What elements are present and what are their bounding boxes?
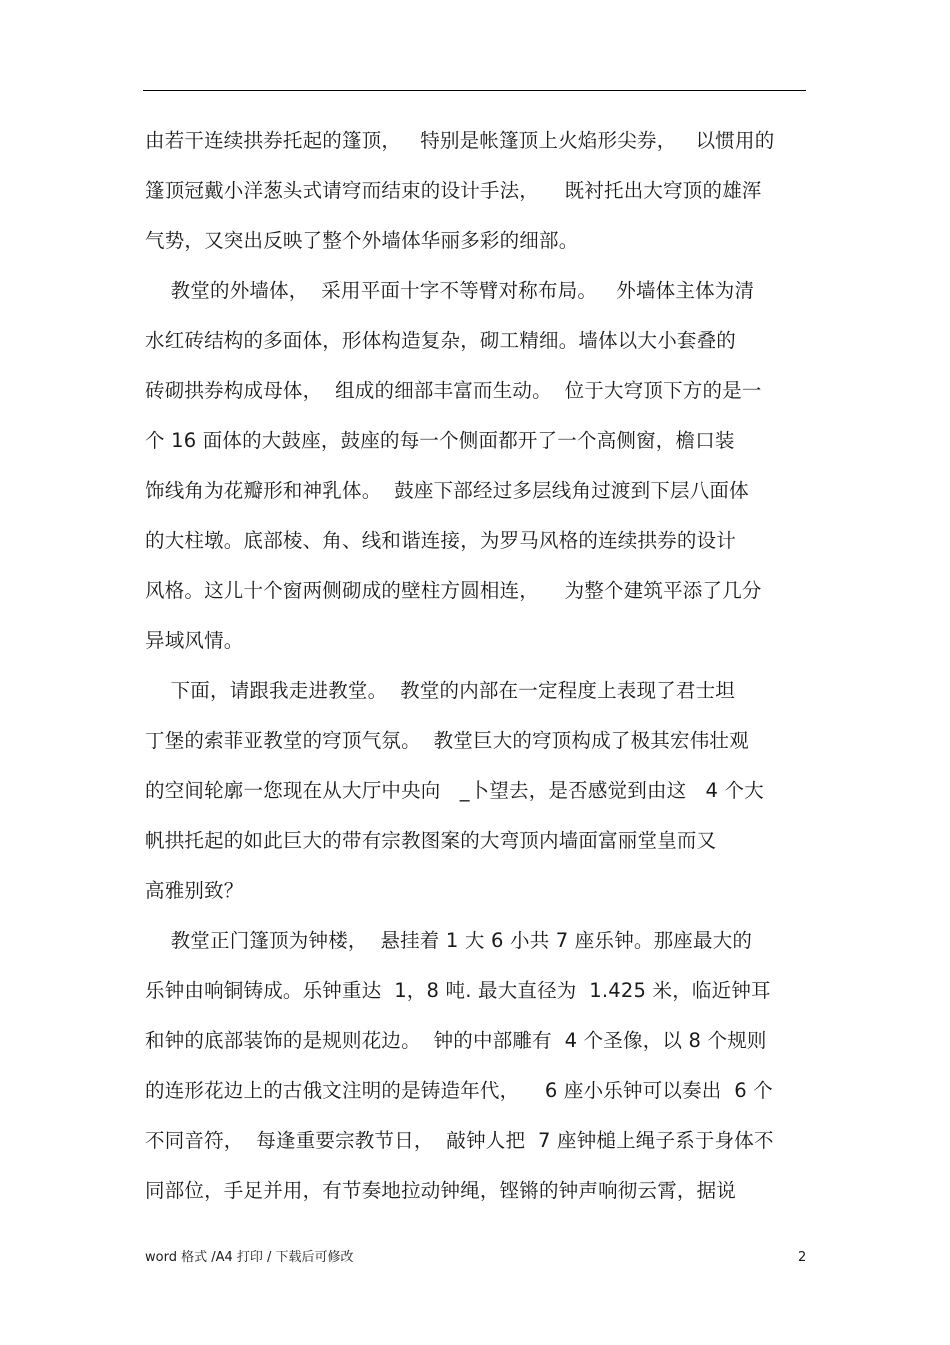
text-line: 个 16 面体的大鼓座，鼓座的每一个侧面都开了一个高侧窗，檐口装 [145,429,735,452]
text-line: 由若干连续拱券托起的篷顶， 特别是帐篷顶上火焰形尖券， 以惯用的 [145,129,775,152]
text-line: 同部位，手足并用，有节奏地拉动钟绳，铿锵的钟声响彻云霄，据说 [145,1179,737,1202]
footer-note: word 格式 /A4 打印 / 下载后可修改 [145,1250,354,1265]
page-number: 2 [798,1250,807,1265]
text-line: 的大柱墩。底部棱、角、线和谐连接，为罗马风格的连续拱券的设计 [145,529,737,552]
text-line: 饰线角为花瓣形和神乳体。 鼓座下部经过多层线角过渡到下层八面体 [145,479,749,502]
text-line: 教堂正门篷顶为钟楼， 悬挂着 1 大 6 小共 7 座乐钟。那座最大的 [145,929,753,952]
text-line: 风格。这儿十个窗两侧砌成的壁柱方圆相连， 为整个建筑平添了几分 [145,579,762,602]
text-line: 不同音符， 每逢重要宗教节日， 敲钟人把 7 座钟槌上绳子系于身体不 [145,1129,774,1152]
text-line: 异域风情。 [145,629,244,652]
text-line: 帆拱托起的如此巨大的带有宗教图案的大弯顶内墙面富丽堂皇而又 [145,829,717,852]
text-line: 和钟的底部装饰的是规则花边。 钟的中部雕有 4 个圣像，以 8 个规则 [145,1029,767,1052]
text-line: 砖砌拱券构成母体， 组成的细部丰富而生动。 位于大穹顶下方的是一 [145,379,762,402]
text-line: 的连形花边上的古俄文注明的是铸造年代， 6 座小乐钟可以奏出 6 个 [145,1079,774,1102]
text-line: 丁堡的索菲亚教堂的穹顶气氛。 教堂巨大的穹顶构成了极其宏伟壮观 [145,729,749,752]
header-rule [143,90,806,91]
text-line: 气势，又突出反映了整个外墙体华丽多彩的细部。 [145,229,579,252]
text-line: 乐钟由响铜铸成。乐钟重达 1，8 吨. 最大直径为 1.425 米，临近钟耳 [145,979,771,1002]
text-line: 水红砖结构的多面体，形体构造复杂，砌工精细。墙体以大小套叠的 [145,329,737,352]
text-line: 篷顶冠戴小洋葱头式请穹而结束的设计手法， 既衬托出大穹顶的雄浑 [145,179,762,202]
text-line: 教堂的外墙体， 采用平面十字不等臂对称布局。 外墙体主体为清 [145,279,755,302]
text-line: 高雅别致？ [145,879,244,902]
text-line: 的空间轮廓一您现在从大厅中央向 _卜望去，是否感觉到由这 4 个大 [145,779,764,802]
text-line: 下面，请跟我走进教堂。 教堂的内部在一定程度上表现了君士坦 [145,679,735,702]
